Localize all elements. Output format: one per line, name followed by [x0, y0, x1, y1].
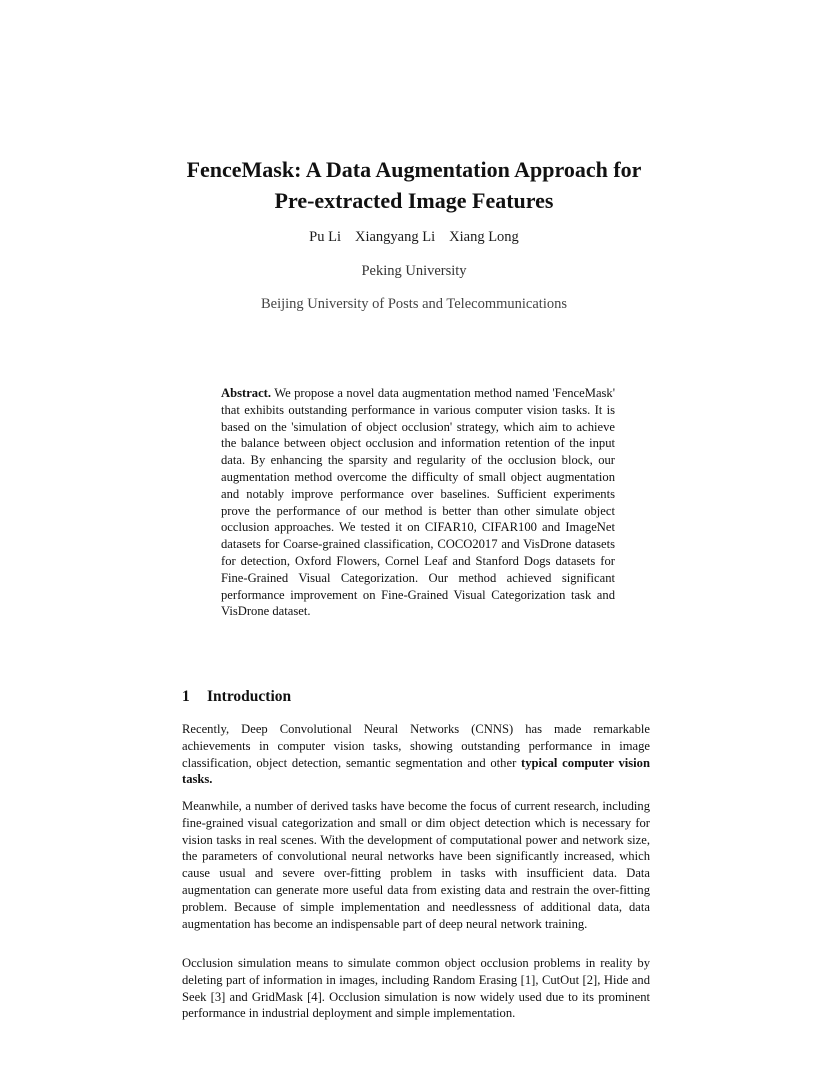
paper-title-line-1: FenceMask: A Data Augmentation Approach for [186, 157, 642, 182]
author-name: Pu Li [309, 229, 341, 245]
author-name: Xiangyang Li [355, 229, 436, 245]
paper-title [0, 154, 828, 216]
affiliation-bupt: Beijing University of Posts and Telecommunications [260, 296, 567, 312]
abstract-label: Abstract. [221, 386, 272, 400]
abstract [221, 385, 615, 620]
intro-paragraph-2: Meanwhile, a number of derived tasks have become the focus of current research, including fine-grained visual categorization and small or dim object detection which is necessary for vision tasks in real scenes. With the development of computational power and network size, the parameters of convolutional neural networks have been significantly increased, which cause usual and severe over-fitting problem in tasks with insufficient data. Data augmentation can generate more useful data from existing data and restrain the over-fitting problem. Because of simple implementation and needlessness of additional data, data augmentation has become an indispensable part of deep neural network training. [182, 799, 650, 931]
intro-paragraph-3: Occlusion simulation means to simulate common object occlusion problems in reality by deleting part of information in images, including Random Erasing [1], CutOut [2], Hide and Seek [3] and GridMask [4]. Occlusion simulation is now widely used due to its prominent performance in industrial deployment and simple implementation. [182, 956, 650, 1021]
section-heading-introduction [182, 687, 291, 707]
paper-title-line-2: Pre-extracted Image Features [274, 188, 554, 213]
abstract-text: We propose a novel data augmentation method named 'FenceMask' that exhibits outstanding performance in various computer vision tasks. It is based on the 'simulation of object occlusion' strategy, which aim to achieve the balance between object occlusion and information retention of the input data. By enhancing the sparsity and regularity of the occlusion block, our augmentation method overcome the difficulty of small object augmentation and notably improve performance over baselines. Sufficient experiments prove the performance of our method is better than other simulate object occlusion approaches. We tested it on CIFAR10, CIFAR100 and ImageNet datasets for Coarse-grained classification, COCO2017 and VisDrone datasets for detection, Oxford Flowers, Cornel Leaf and Stanford Dogs datasets for Fine-Grained Visual Categorization. Our method achieved significant performance improvement on Fine-Grained Visual Categorization task and VisDrone dataset. [221, 386, 615, 619]
intro-paragraph-1 [182, 721, 650, 788]
intro-paragraph-1-bold: typical computer vision tasks. [182, 755, 650, 787]
author-list [0, 228, 828, 246]
author-name: Xiang Long [449, 229, 519, 245]
intro-paragraph-1-text: Recently, Deep Convolutional Neural Networks (CNNS) has made remarkable achievements in computer vision tasks, showing outstanding performance in image classification, object detection, semantic segmentation and other [182, 722, 650, 770]
section-title: Introduction [207, 688, 292, 705]
section-number: 1 [182, 688, 190, 705]
affiliation-peking: Peking University [361, 263, 467, 279]
